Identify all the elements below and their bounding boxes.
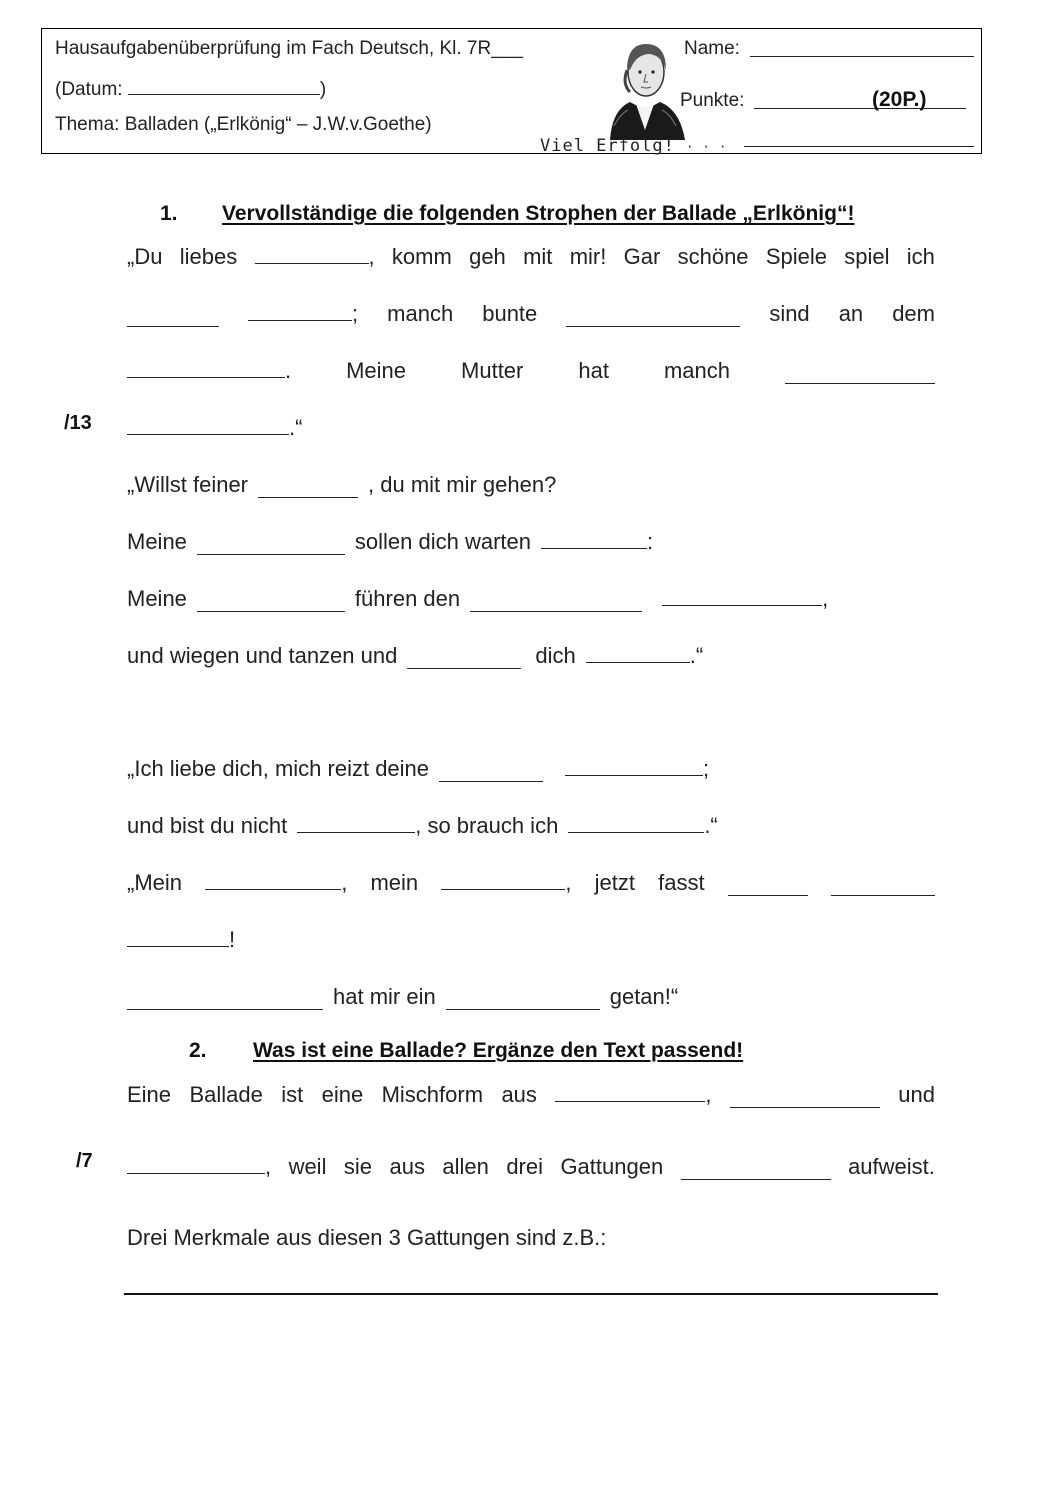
task1-line-3: . Meine Mutter hat manch [127, 354, 935, 384]
task1-heading: 1. Vervollständige die folgenden Strophen der Ballade „Erlkönig“! [160, 202, 855, 225]
task1-line-12: ! [127, 923, 935, 953]
task1-line-10: und bist du nicht , so brauch ich .“ [127, 809, 935, 839]
blank[interactable] [566, 304, 740, 327]
blank[interactable] [255, 241, 369, 264]
blank[interactable] [127, 987, 323, 1010]
task1-line-7: Meine führen den , [127, 582, 935, 612]
date-label: (Datum: ) [55, 76, 326, 101]
extra-field[interactable] [744, 146, 974, 147]
task2-line-1: Eine Ballade ist eine Mischform aus , und [127, 1078, 935, 1108]
blank[interactable] [470, 589, 642, 612]
blank[interactable] [205, 867, 341, 890]
task1-line-8: und wiegen und tanzen und dich .“ [127, 639, 935, 669]
blank[interactable] [785, 361, 935, 384]
blank[interactable] [555, 1079, 705, 1102]
task1-line-11: „Mein , mein , jetzt fasst [127, 866, 935, 896]
blank[interactable] [127, 304, 219, 327]
points-total: (20P.) [872, 88, 927, 111]
blank[interactable] [565, 753, 703, 776]
points-label: Punkte: [680, 90, 745, 111]
blank[interactable] [728, 873, 808, 896]
date-field[interactable] [128, 76, 320, 95]
task1-line-6: Meine sollen dich warten : [127, 525, 935, 555]
worksheet-title: Hausaufgabenüberprüfung im Fach Deutsch, Kl. 7R___ [55, 38, 523, 59]
blank[interactable] [407, 646, 521, 669]
task1-line-1: „Du liebes , komm geh mit mir! Gar schöne Spiele spiel ich [127, 240, 935, 270]
blank[interactable] [127, 1151, 265, 1174]
blank[interactable] [127, 924, 229, 947]
task2-score: /7 [76, 1150, 93, 1172]
blank[interactable] [439, 759, 543, 782]
blank[interactable] [541, 526, 647, 549]
blank[interactable] [197, 532, 345, 555]
blank[interactable] [258, 475, 358, 498]
name-label: Name: [684, 38, 740, 59]
blank[interactable] [662, 583, 822, 606]
blank[interactable] [441, 867, 565, 890]
greeting: Viel Erfolg! · · · [540, 136, 728, 156]
points-field[interactable] [754, 108, 966, 109]
blank[interactable] [681, 1157, 831, 1180]
blank[interactable] [446, 987, 600, 1010]
task1-line-13: hat mir ein getan!“ [127, 980, 935, 1010]
blank[interactable] [586, 640, 690, 663]
blank[interactable] [568, 810, 704, 833]
blank[interactable] [127, 412, 289, 435]
blank[interactable] [831, 873, 935, 896]
blank[interactable] [730, 1085, 880, 1108]
goethe-portrait [600, 30, 690, 140]
blank[interactable] [197, 589, 345, 612]
blank[interactable] [248, 298, 352, 321]
answer-line[interactable] [124, 1293, 938, 1295]
task2-line-3: Drei Merkmale aus diesen 3 Gattungen sind z.B.: [127, 1225, 607, 1250]
task2-line-2: , weil sie aus allen drei Gattungen aufweist. [127, 1150, 935, 1180]
task1-line-4: .“ [127, 411, 935, 441]
name-field[interactable] [750, 56, 974, 57]
task1-line-5: „Willst feiner , du mit mir gehen? [127, 472, 557, 497]
task1-line-9: „Ich liebe dich, mich reizt deine ; [127, 752, 935, 782]
blank[interactable] [127, 355, 285, 378]
task1-line-2: ; manch bunte sind an dem [127, 297, 935, 327]
topic-label: Thema: Balladen („Erlkönig“ – J.W.v.Goethe) [55, 114, 432, 135]
blank[interactable] [297, 810, 415, 833]
task2-heading: 2. Was ist eine Ballade? Ergänze den Text passend! [189, 1039, 744, 1062]
task1-score: /13 [64, 412, 92, 434]
